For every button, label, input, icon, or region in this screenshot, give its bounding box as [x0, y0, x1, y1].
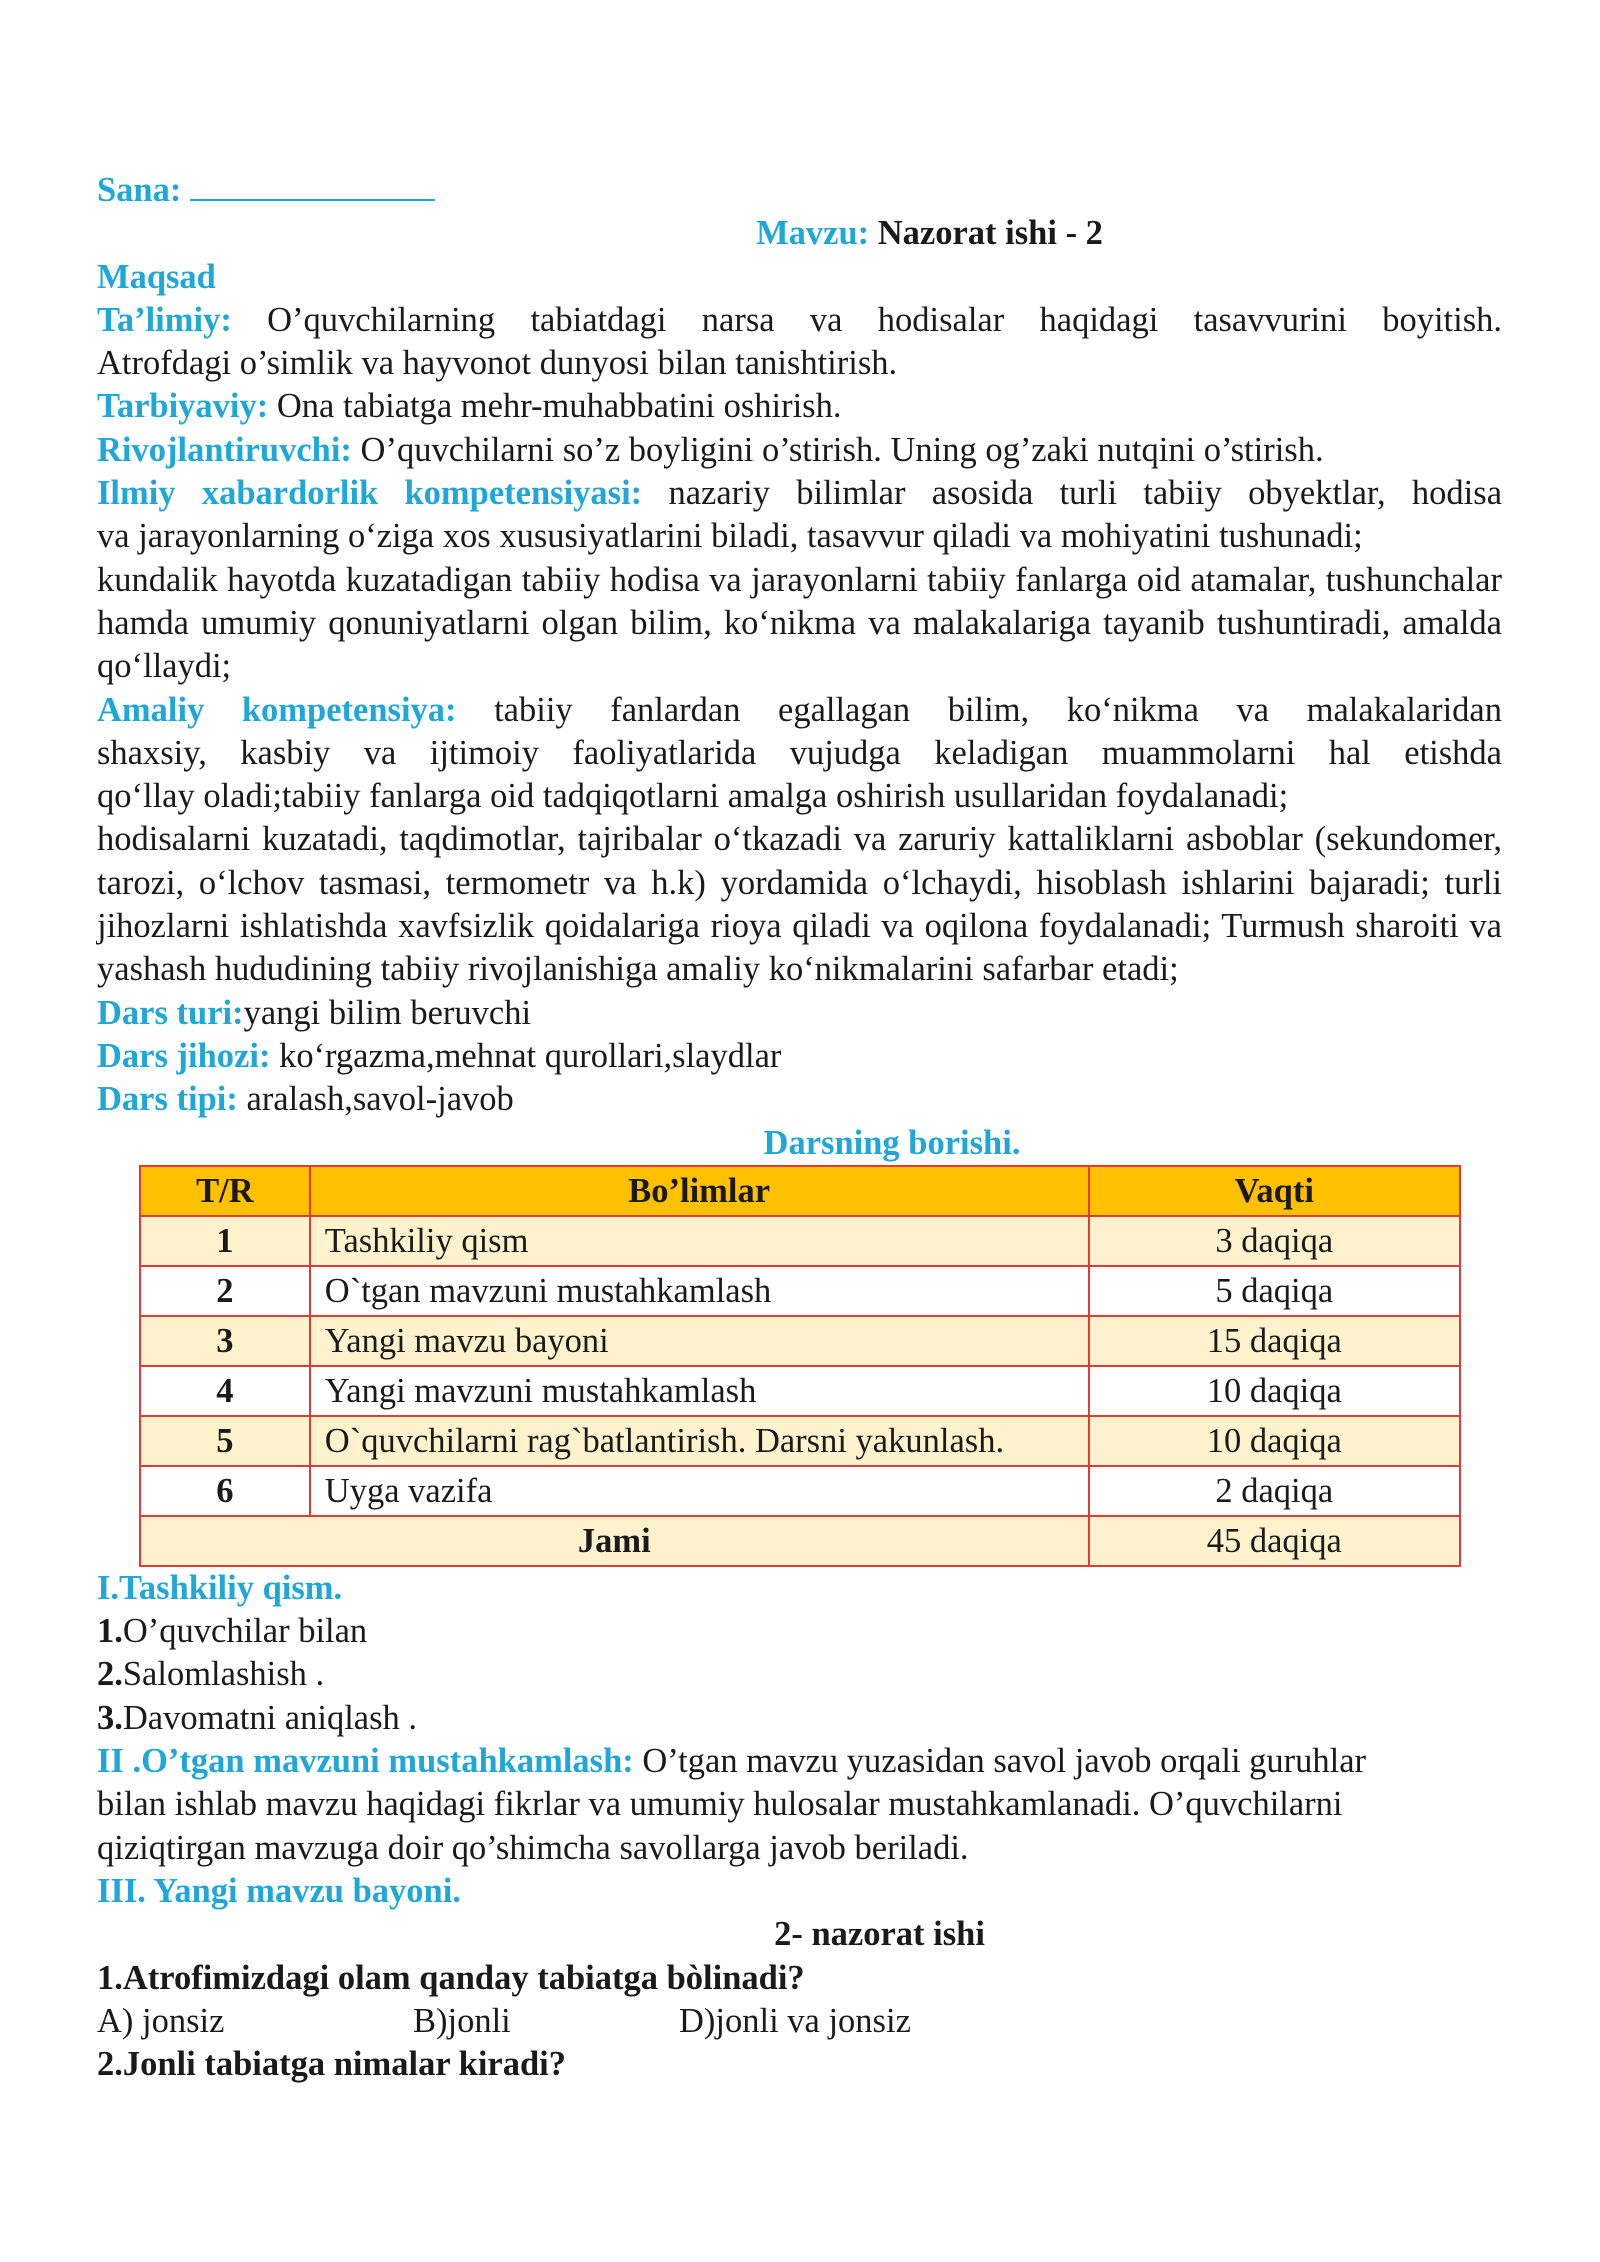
- practical-competency-line2: shaxsiy, kasbiy va ijtimoiy faoliyatlarida vujudga keladigan muammolarni hal etishda: [97, 733, 1502, 772]
- lesson-kind-label: Dars tipi:: [97, 1080, 238, 1119]
- row-time: 2 daqiqa: [1089, 1466, 1460, 1516]
- table-row: [140, 1466, 1460, 1516]
- part3-heading: III. Yangi mavzu bayoni.: [97, 1871, 461, 1910]
- row-section: O`tgan mavzuni mustahkamlash: [310, 1266, 1089, 1316]
- table-header-row: [140, 1166, 1460, 1216]
- header-section: Bo’limlar: [310, 1166, 1089, 1216]
- total-value: 45 daqiqa: [1089, 1516, 1460, 1566]
- goals-heading: Maqsad: [97, 257, 216, 296]
- part1-heading: I.Tashkiliy qism.: [97, 1568, 343, 1607]
- lesson-equipment: [97, 1035, 1502, 1078]
- lesson-equipment-value: ko‘rgazma,mehnat qurollari,slaydlar: [279, 1036, 782, 1075]
- topic-label: Mavzu:: [756, 214, 870, 253]
- lesson-type: [97, 992, 1502, 1035]
- part1-item: [97, 1653, 1502, 1696]
- part1-item-num: 2.: [97, 1655, 123, 1694]
- table-row: [140, 1316, 1460, 1366]
- educational-goal-line1: [97, 299, 1502, 342]
- lesson-plan-table: [139, 1165, 1461, 1567]
- developing-text: O’quvchilarni so’z boyligini o’stirish. Uning og’zaki nutqini o’stirish.: [360, 430, 1324, 469]
- practical-label: Amaliy kompetensiya:: [97, 690, 457, 729]
- row-num: 6: [140, 1466, 310, 1516]
- row-section: Uyga vazifa: [310, 1466, 1089, 1516]
- lesson-type-label: Dars turi:: [97, 993, 244, 1032]
- lesson-kind-value: aralash,savol-javob: [246, 1080, 514, 1119]
- science-competency-line2: va jarayonlarning o‘ziga xos xususiyatlarini biladi, tasavvur qiladi va mohiyatini tushunadi;: [97, 517, 1363, 556]
- row-num: 1: [140, 1216, 310, 1266]
- part1-item-num: 3.: [97, 1698, 123, 1737]
- lesson-kind: [97, 1078, 1502, 1121]
- date-blank: [190, 165, 435, 201]
- row-time: 3 daqiqa: [1089, 1216, 1460, 1266]
- option-d: D)jonli va jonsiz: [679, 2001, 911, 2040]
- developing-label: Rivojlantiruvchi:: [97, 430, 352, 469]
- row-num: 2: [140, 1266, 310, 1316]
- total-label: Jami: [140, 1516, 1089, 1566]
- science-competency-para2: kundalik hayotda kuzatadigan tabiiy hodisa va jarayonlarni tabiiy fanlarga oid atamalar, tushunchalar hamda umumiy qonuniyatlarni olgan bilim, ko‘nikma va malakalariga tayanib tushuntiradi, amalda qo‘llaydi;: [97, 560, 1502, 686]
- header-num: T/R: [140, 1166, 310, 1216]
- table-row: [140, 1416, 1460, 1466]
- question-1-options: [97, 2000, 1502, 2043]
- part2-line1: [97, 1740, 1502, 1783]
- row-time: 5 daqiqa: [1089, 1266, 1460, 1316]
- row-time: 10 daqiqa: [1089, 1366, 1460, 1416]
- question-1: 1.Atrofimizdagi olam qanday tabiatga bòlinadi?: [97, 1958, 805, 1997]
- upbringing-label: Tarbiyaviy:: [97, 387, 269, 426]
- part1-item-num: 1.: [97, 1612, 123, 1651]
- educational-goal-line2: Atrofdagi o’simlik va hayvonot dunyosi bilan tanishtirish.: [97, 344, 898, 383]
- upbringing-text: Ona tabiatga mehr-muhabbatini oshirish.: [276, 387, 842, 426]
- part2-label: II .O’tgan mavzuni mustahkamlash:: [97, 1742, 634, 1781]
- row-section: Yangi mavzuni mustahkamlash: [310, 1366, 1089, 1416]
- upbringing-goal: [97, 385, 1502, 428]
- question-2: 2.Jonli tabiatga nimalar kiradi?: [97, 2045, 567, 2084]
- test-title: 2- nazorat ishi: [774, 1915, 985, 1954]
- part1-item-text: O’quvchilar bilan: [122, 1612, 368, 1651]
- topic-value: Nazorat ishi - 2: [877, 214, 1103, 253]
- developing-goal: [97, 429, 1502, 472]
- date-label: Sana:: [97, 171, 182, 209]
- part2-line3: qiziqtirgan mavzuga doir qo’shimcha savollarga javob beriladi.: [97, 1828, 969, 1867]
- part2-text: O’tgan mavzu yuzasidan savol javob orqali guruhlar: [642, 1742, 1367, 1781]
- table-row: [140, 1266, 1460, 1316]
- practical-competency-para2: hodisalarni kuzatadi, taqdimotlar, tajribalar o‘tkazadi va zaruriy kattaliklarni asboblar (sekundomer, tarozi, o‘lchov tasmasi, termometr va h.k) yordamida o‘lchaydi, hisoblash ishlarini bajaradi; turli jihozlarni ishlatishda xavfsizlik qoidalariga rioya qiladi va oqilona foydalanadi; Turmush sharoiti va yashash hududining tabiiy rivojlanishiga amaliy ko‘nikmalarini safarbar etadi;: [97, 820, 1502, 989]
- row-section: O`quvchilarni rag`batlantirish. Darsni yakunlash.: [310, 1416, 1089, 1466]
- science-competency-line1: [97, 472, 1502, 515]
- date-line: [97, 165, 1502, 212]
- part1-item: [97, 1610, 1502, 1653]
- row-time: 10 daqiqa: [1089, 1416, 1460, 1466]
- part1-item-text: Salomlashish .: [122, 1655, 325, 1694]
- option-a: A) jonsiz: [97, 2001, 225, 2040]
- part1-item-text: Davomatni aniqlash .: [122, 1698, 418, 1737]
- educational-text: O’quvchilarning tabiatdagi narsa va hodisalar haqidagi tasavvurini boyitish.: [267, 300, 1503, 339]
- table-total-row: [140, 1516, 1460, 1566]
- row-section: Tashkiliy qism: [310, 1216, 1089, 1266]
- row-num: 4: [140, 1366, 310, 1416]
- educational-label: Ta’limiy:: [97, 300, 232, 339]
- part1-item: [97, 1697, 1502, 1740]
- practical-text: tabiiy fanlardan egallagan bilim, ko‘nikma va malakalaridan: [494, 690, 1502, 729]
- table-row: [140, 1216, 1460, 1266]
- row-num: 3: [140, 1316, 310, 1366]
- plan-title: Darsning borishi.: [763, 1123, 1021, 1162]
- table-row: [140, 1366, 1460, 1416]
- row-num: 5: [140, 1416, 310, 1466]
- practical-competency-line3: qo‘llay oladi;tabiiy fanlarga oid tadqiqotlarni amalga oshirish usullaridan foydalanadi;: [97, 777, 1289, 816]
- row-section: Yangi mavzu bayoni: [310, 1316, 1089, 1366]
- part2-line2: bilan ishlab mavzu haqidagi fikrlar va umumiy hulosalar mustahkamlanadi. O’quvchilarni: [97, 1785, 1343, 1824]
- lesson-equipment-label: Dars jihozi:: [97, 1036, 271, 1075]
- science-text: nazariy bilimlar asosida turli tabiiy obyektlar, hodisa: [668, 474, 1503, 513]
- practical-competency-line1: [97, 689, 1502, 732]
- header-time: Vaqti: [1089, 1166, 1460, 1216]
- lesson-type-value: yangi bilim beruvchi: [243, 993, 532, 1032]
- row-time: 15 daqiqa: [1089, 1316, 1460, 1366]
- topic-line: [97, 212, 1502, 255]
- science-label: Ilmiy xabardorlik kompetensiyasi:: [97, 474, 643, 513]
- option-b: B)jonli: [413, 2001, 511, 2040]
